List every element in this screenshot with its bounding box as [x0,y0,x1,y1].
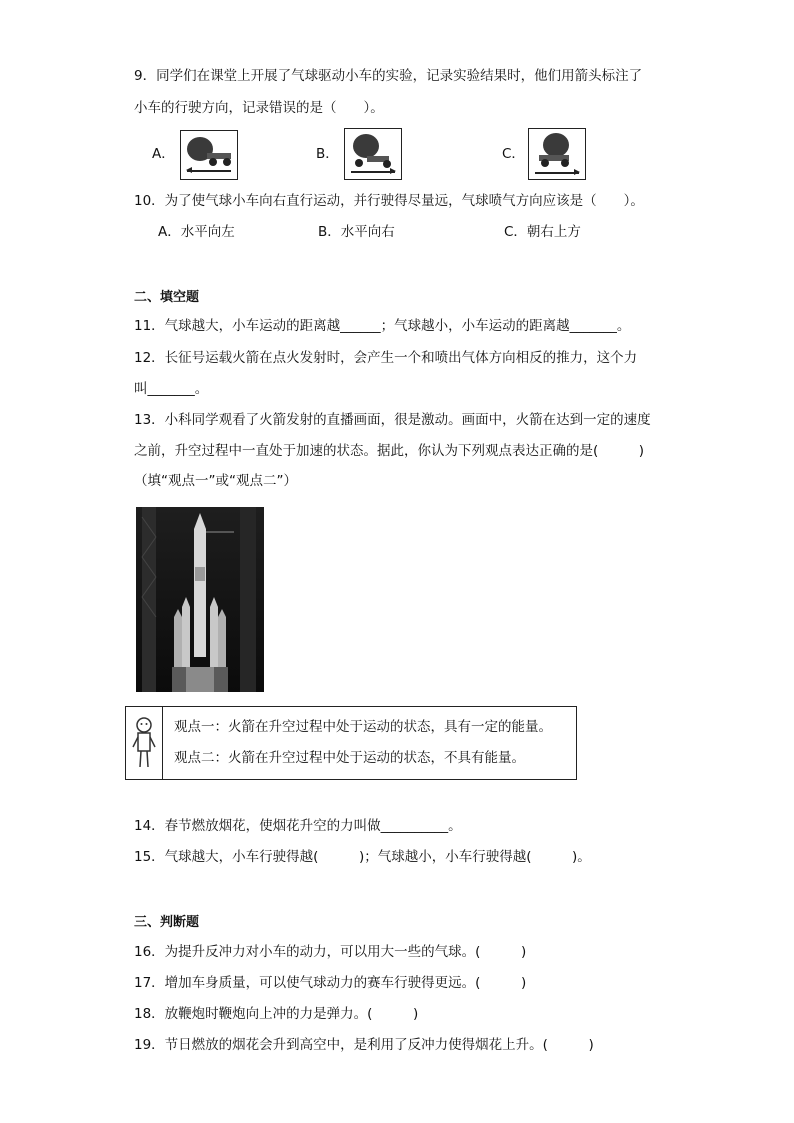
q9-option-a-figure [180,130,238,180]
q9-option-c-figure [528,128,586,180]
q14-text: 14．春节燃放烟花，使烟花升空的力叫做__________。 [134,818,462,834]
arrow-right-icon [535,172,579,174]
q17-text: 17．增加车身质量，可以使气球动力的赛车行驶得更远。( ) [134,975,527,991]
balloon-icon [353,134,379,158]
section-3-title: 三、判断题 [134,915,200,930]
student-figure-icon [132,715,156,771]
q13-text-line1: 13．小科同学观看了火箭发射的直播画面，很是激动。画面中，火箭在达到一定的速度 [134,412,651,428]
q18-text: 18．放鞭炮时鞭炮向上冲的力是弹力。( ) [134,1006,419,1022]
section-2-title: 二、填空题 [134,290,200,305]
q16-text: 16．为提升反冲力对小车的动力，可以用大一些的气球。( ) [134,944,527,960]
q11-text: 11．气球越大，小车运动的距离越______；气球越小，小车运动的距离越_______。 [134,318,631,334]
q19-text: 19．节日燃放的烟花会升到高空中，是利用了反冲力使得烟花上升。( ) [134,1037,594,1053]
q9-text-line1: 9．同学们在课堂上开展了气球驱动小车的实验，记录实验结果时，他们用箭头标注了 [134,68,643,84]
viewpoint-box [125,706,577,780]
arrow-right-icon [351,171,395,173]
q12-text-line2: 叫_______。 [134,381,209,397]
balloon-icon [543,133,569,157]
q9-option-c-label: C． [502,146,525,162]
q15-text: 15．气球越大，小车行驶得越( )；气球越小，小车行驶得越( )。 [134,849,591,865]
viewpoint-two: 观点二：火箭在升空过程中处于运动的状态，不具有能量。 [174,750,525,766]
q13-text-line2: 之前，升空过程中一直处于加速的状态。据此，你认为下列观点表达正确的是( ) [134,443,645,459]
arrow-left-icon [187,170,231,172]
q9-option-a-label: A． [152,146,175,162]
viewpoint-one: 观点一：火箭在升空过程中处于运动的状态，具有一定的能量。 [174,719,552,735]
q9-text-line2: 小车的行驶方向，记录错误的是（ ）。 [134,100,384,116]
rocket-icon [136,507,264,692]
q10-option-a: A．水平向左 [158,224,235,240]
q10-text: 10．为了使气球小车向右直行运动，并行驶得尽量远，气球喷气方向应该是（ ）。 [134,193,644,209]
q9-option-b-label: B． [316,146,339,162]
q13-text-line3: （填“观点一”或“观点二”） [134,473,297,489]
q10-option-b: B．水平向右 [318,224,395,240]
q9-option-b-figure [344,128,402,180]
q10-option-c: C．朝右上方 [504,224,581,240]
q12-text-line1: 12．长征号运载火箭在点火发射时，会产生一个和喷出气体方向相反的推力，这个力 [134,350,638,366]
rocket-launch-photo [136,507,264,692]
